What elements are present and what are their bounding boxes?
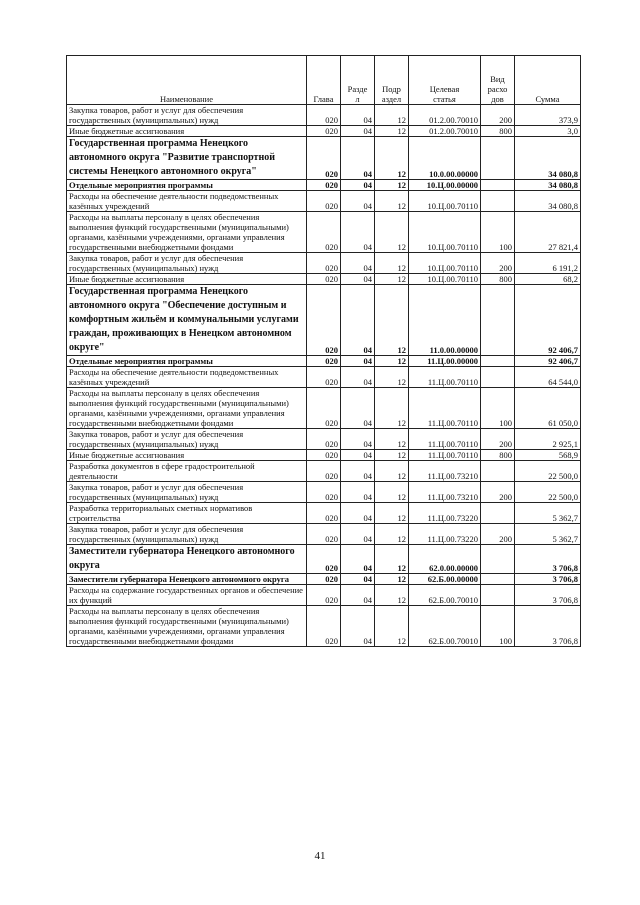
cell-vid — [481, 356, 515, 367]
table-row — [67, 606, 581, 647]
cell-target: 11.Ц.00.73210 — [409, 482, 481, 503]
budget-table — [66, 55, 581, 647]
cell-target: 11.Ц.00.70110 — [409, 429, 481, 450]
table-body — [67, 105, 581, 647]
cell-target: 10.Ц.00.70110 — [409, 212, 481, 253]
cell-glava: 020 — [307, 574, 341, 585]
cell-target: 11.Ц.00.00000 — [409, 356, 481, 367]
cell-podrazdel: 12 — [375, 606, 409, 647]
cell-name: Государственная программа Ненецкого автономного округа "Обеспечение доступным и комфортным жильём и коммунальными услугами граждан, проживающих в Ненецком автономном округе" — [67, 285, 307, 356]
cell-vid — [481, 503, 515, 524]
cell-sum: 5 362,7 — [515, 503, 581, 524]
table-row — [67, 105, 581, 126]
cell-vid: 200 — [481, 482, 515, 503]
cell-sum: 3 706,8 — [515, 585, 581, 606]
table-row — [67, 429, 581, 450]
cell-target: 62.Б.00.70010 — [409, 606, 481, 647]
cell-razdel: 04 — [341, 482, 375, 503]
cell-glava: 020 — [307, 137, 341, 180]
cell-glava: 020 — [307, 356, 341, 367]
col-razdel-header: Разде л — [341, 56, 375, 105]
cell-razdel: 04 — [341, 356, 375, 367]
cell-razdel: 04 — [341, 524, 375, 545]
col-name-header: Наименование — [67, 56, 307, 105]
page-number: 41 — [314, 850, 326, 862]
cell-glava: 020 — [307, 450, 341, 461]
cell-target: 11.0.00.00000 — [409, 285, 481, 356]
cell-vid: 100 — [481, 388, 515, 429]
cell-razdel: 04 — [341, 285, 375, 356]
cell-name: Расходы на выплаты персоналу в целях обеспечения выполнения функций государственными (муниципальными) органами, казёнными учреждениями, органами управления государственными внебюджетными фондами — [67, 606, 307, 647]
table-row — [67, 191, 581, 212]
cell-target: 10.Ц.00.00000 — [409, 180, 481, 191]
cell-name: Разработка документов в сфере градостроительной деятельности — [67, 461, 307, 482]
col-glava-header: Глава — [307, 56, 341, 105]
cell-name: Отдельные мероприятия программы — [67, 180, 307, 191]
table-row — [67, 367, 581, 388]
cell-target: 11.Ц.00.73220 — [409, 524, 481, 545]
cell-sum: 3 706,8 — [515, 545, 581, 574]
cell-sum: 22 500,0 — [515, 461, 581, 482]
cell-target: 62.Б.00.00000 — [409, 574, 481, 585]
cell-podrazdel: 12 — [375, 191, 409, 212]
cell-vid — [481, 585, 515, 606]
cell-name: Государственная программа Ненецкого автономного округа "Развитие транспортной системы Ненецкого автономного округа" — [67, 137, 307, 180]
cell-name: Расходы на выплаты персоналу в целях обеспечения выполнения функций государственными (муниципальными) органами, казёнными учреждениями, органами управления государственными внебюджетными фондами — [67, 388, 307, 429]
cell-glava: 020 — [307, 105, 341, 126]
cell-target: 01.2.00.70010 — [409, 105, 481, 126]
cell-target: 10.0.00.00000 — [409, 137, 481, 180]
cell-razdel: 04 — [341, 191, 375, 212]
cell-podrazdel: 12 — [375, 285, 409, 356]
cell-name: Закупка товаров, работ и услуг для обеспечения государственных (муниципальных) нужд — [67, 429, 307, 450]
cell-glava: 020 — [307, 429, 341, 450]
cell-name: Заместители губернатора Ненецкого автономного округа — [67, 545, 307, 574]
cell-sum: 68,2 — [515, 274, 581, 285]
col-target-header: Целевая статья — [409, 56, 481, 105]
cell-podrazdel: 12 — [375, 274, 409, 285]
cell-vid — [481, 191, 515, 212]
cell-name: Закупка товаров, работ и услуг для обеспечения государственных (муниципальных) нужд — [67, 253, 307, 274]
table-row — [67, 450, 581, 461]
cell-sum: 27 821,4 — [515, 212, 581, 253]
cell-vid: 100 — [481, 212, 515, 253]
table-row — [67, 356, 581, 367]
cell-glava: 020 — [307, 388, 341, 429]
cell-vid: 800 — [481, 274, 515, 285]
cell-razdel: 04 — [341, 367, 375, 388]
cell-target: 11.Ц.00.70110 — [409, 367, 481, 388]
cell-glava: 020 — [307, 274, 341, 285]
cell-sum: 6 191,2 — [515, 253, 581, 274]
cell-razdel: 04 — [341, 180, 375, 191]
cell-target: 11.Ц.00.70110 — [409, 450, 481, 461]
cell-podrazdel: 12 — [375, 367, 409, 388]
cell-name: Закупка товаров, работ и услуг для обеспечения государственных (муниципальных) нужд — [67, 524, 307, 545]
cell-podrazdel: 12 — [375, 574, 409, 585]
cell-vid — [481, 574, 515, 585]
table-row — [67, 524, 581, 545]
cell-sum: 34 080,8 — [515, 180, 581, 191]
cell-sum: 64 544,0 — [515, 367, 581, 388]
cell-target: 01.2.00.70010 — [409, 126, 481, 137]
table-row — [67, 482, 581, 503]
cell-razdel: 04 — [341, 105, 375, 126]
cell-razdel: 04 — [341, 212, 375, 253]
cell-podrazdel: 12 — [375, 356, 409, 367]
cell-glava: 020 — [307, 482, 341, 503]
cell-vid — [481, 137, 515, 180]
cell-podrazdel: 12 — [375, 461, 409, 482]
cell-target: 10.Ц.00.70110 — [409, 253, 481, 274]
cell-podrazdel: 12 — [375, 585, 409, 606]
cell-razdel: 04 — [341, 606, 375, 647]
table-row — [67, 545, 581, 574]
table-row — [67, 137, 581, 180]
col-sum-header: Сумма — [515, 56, 581, 105]
cell-vid: 100 — [481, 606, 515, 647]
cell-name: Закупка товаров, работ и услуг для обеспечения государственных (муниципальных) нужд — [67, 105, 307, 126]
cell-glava: 020 — [307, 212, 341, 253]
cell-glava: 020 — [307, 285, 341, 356]
cell-podrazdel: 12 — [375, 429, 409, 450]
cell-glava: 020 — [307, 503, 341, 524]
cell-vid — [481, 367, 515, 388]
cell-podrazdel: 12 — [375, 253, 409, 274]
cell-sum: 3 706,8 — [515, 574, 581, 585]
cell-podrazdel: 12 — [375, 105, 409, 126]
cell-razdel: 04 — [341, 126, 375, 137]
cell-name: Расходы на обеспечение деятельности подведомственных казённых учреждений — [67, 367, 307, 388]
cell-razdel: 04 — [341, 429, 375, 450]
cell-vid — [481, 545, 515, 574]
cell-name: Разработка территориальных сметных нормативов строительства — [67, 503, 307, 524]
cell-glava: 020 — [307, 126, 341, 137]
cell-sum: 61 050,0 — [515, 388, 581, 429]
cell-podrazdel: 12 — [375, 388, 409, 429]
cell-name: Расходы на содержание государственных органов и обеспечение их функций — [67, 585, 307, 606]
cell-razdel: 04 — [341, 574, 375, 585]
cell-podrazdel: 12 — [375, 524, 409, 545]
cell-target: 10.Ц.00.70110 — [409, 274, 481, 285]
cell-sum: 568,9 — [515, 450, 581, 461]
cell-sum: 3 706,8 — [515, 606, 581, 647]
cell-razdel: 04 — [341, 585, 375, 606]
cell-sum: 34 080,8 — [515, 191, 581, 212]
cell-glava: 020 — [307, 180, 341, 191]
cell-razdel: 04 — [341, 450, 375, 461]
cell-target: 62.Б.00.70010 — [409, 585, 481, 606]
cell-glava: 020 — [307, 585, 341, 606]
cell-glava: 020 — [307, 191, 341, 212]
cell-sum: 2 925,1 — [515, 429, 581, 450]
cell-vid: 800 — [481, 450, 515, 461]
cell-vid: 200 — [481, 105, 515, 126]
cell-vid: 800 — [481, 126, 515, 137]
cell-razdel: 04 — [341, 274, 375, 285]
table-row — [67, 253, 581, 274]
cell-glava: 020 — [307, 253, 341, 274]
cell-sum: 373,9 — [515, 105, 581, 126]
cell-razdel: 04 — [341, 503, 375, 524]
table-row — [67, 180, 581, 191]
cell-name: Закупка товаров, работ и услуг для обеспечения государственных (муниципальных) нужд — [67, 482, 307, 503]
col-podrazdel-header: Подр аздел — [375, 56, 409, 105]
cell-razdel: 04 — [341, 253, 375, 274]
cell-razdel: 04 — [341, 461, 375, 482]
cell-sum: 22 500,0 — [515, 482, 581, 503]
cell-name: Отдельные мероприятия программы — [67, 356, 307, 367]
cell-sum: 92 406,7 — [515, 356, 581, 367]
cell-podrazdel: 12 — [375, 545, 409, 574]
cell-name: Заместители губернатора Ненецкого автономного округа — [67, 574, 307, 585]
cell-glava: 020 — [307, 367, 341, 388]
cell-target: 11.Ц.00.73220 — [409, 503, 481, 524]
cell-name: Иные бюджетные ассигнования — [67, 126, 307, 137]
cell-vid — [481, 285, 515, 356]
table-row — [67, 126, 581, 137]
cell-podrazdel: 12 — [375, 212, 409, 253]
cell-glava: 020 — [307, 545, 341, 574]
cell-vid — [481, 180, 515, 191]
table-row — [67, 574, 581, 585]
cell-podrazdel: 12 — [375, 126, 409, 137]
cell-target: 10.Ц.00.70110 — [409, 191, 481, 212]
cell-sum: 34 080,8 — [515, 137, 581, 180]
cell-razdel: 04 — [341, 137, 375, 180]
cell-razdel: 04 — [341, 545, 375, 574]
table-row — [67, 585, 581, 606]
cell-vid: 200 — [481, 253, 515, 274]
cell-name: Расходы на обеспечение деятельности подведомственных казённых учреждений — [67, 191, 307, 212]
table-row — [67, 274, 581, 285]
cell-vid: 200 — [481, 524, 515, 545]
cell-name: Иные бюджетные ассигнования — [67, 450, 307, 461]
cell-vid — [481, 461, 515, 482]
cell-vid: 200 — [481, 429, 515, 450]
cell-podrazdel: 12 — [375, 503, 409, 524]
cell-podrazdel: 12 — [375, 450, 409, 461]
cell-target: 11.Ц.00.73210 — [409, 461, 481, 482]
header-row — [67, 56, 581, 105]
cell-podrazdel: 12 — [375, 137, 409, 180]
cell-glava: 020 — [307, 524, 341, 545]
cell-glava: 020 — [307, 461, 341, 482]
cell-razdel: 04 — [341, 388, 375, 429]
col-vid-header: Вид расхо дов — [481, 56, 515, 105]
table-row — [67, 461, 581, 482]
cell-sum: 5 362,7 — [515, 524, 581, 545]
table-row — [67, 212, 581, 253]
table-row — [67, 503, 581, 524]
cell-target: 62.0.00.00000 — [409, 545, 481, 574]
cell-podrazdel: 12 — [375, 180, 409, 191]
cell-name: Иные бюджетные ассигнования — [67, 274, 307, 285]
cell-name: Расходы на выплаты персоналу в целях обеспечения выполнения функций государственными (муниципальными) органами, казёнными учреждениями, органами управления государственными внебюджетными фондами — [67, 212, 307, 253]
cell-sum: 92 406,7 — [515, 285, 581, 356]
table-row — [67, 388, 581, 429]
cell-glava: 020 — [307, 606, 341, 647]
cell-sum: 3,0 — [515, 126, 581, 137]
table-row — [67, 285, 581, 356]
cell-target: 11.Ц.00.70110 — [409, 388, 481, 429]
cell-podrazdel: 12 — [375, 482, 409, 503]
